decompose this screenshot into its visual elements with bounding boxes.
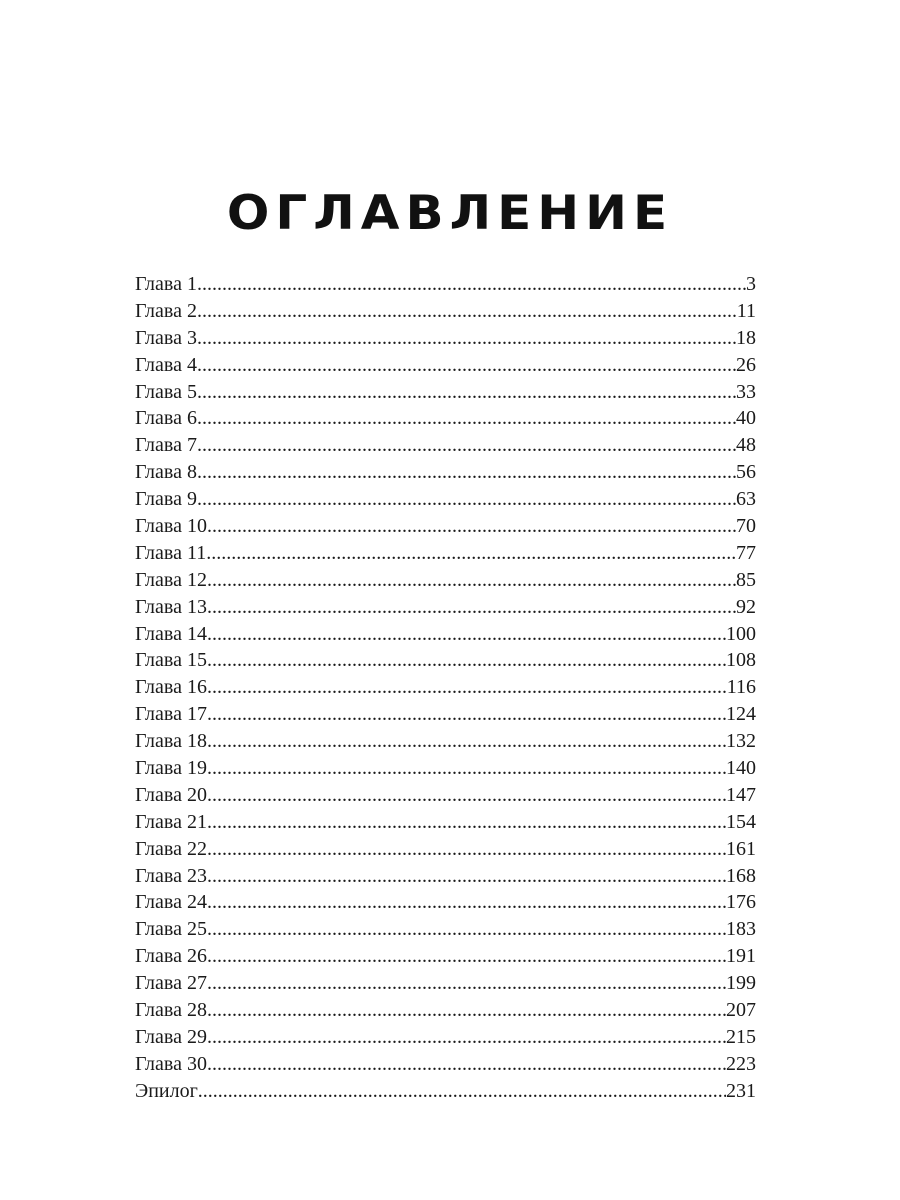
toc-dot-leader xyxy=(197,379,736,406)
toc-entry[interactable] xyxy=(135,836,756,863)
toc-entry-label: Глава 20 xyxy=(135,783,207,806)
toc-dot-leader xyxy=(207,916,726,943)
toc-entry-label: Глава 16 xyxy=(135,676,207,699)
toc-dot-leader xyxy=(207,889,726,916)
toc-entry-page-number: 40 xyxy=(736,407,756,430)
toc-entry-label: Глава 2 xyxy=(135,299,197,322)
toc-entry[interactable] xyxy=(135,432,756,459)
toc-entry-label: Глава 19 xyxy=(135,757,207,780)
toc-entry-label: Глава 30 xyxy=(135,1052,207,1075)
toc-entry[interactable] xyxy=(135,809,756,836)
toc-entry[interactable] xyxy=(135,567,756,594)
toc-entry-label: Глава 13 xyxy=(135,595,207,618)
toc-entry-page-number: 124 xyxy=(726,703,756,726)
toc-entry-label: Глава 14 xyxy=(135,622,207,645)
toc-entry[interactable] xyxy=(135,486,756,513)
toc-entry[interactable] xyxy=(135,943,756,970)
toc-entry[interactable] xyxy=(135,997,756,1024)
toc-entry-label: Глава 8 xyxy=(135,461,197,484)
toc-entry-label: Глава 25 xyxy=(135,918,207,941)
toc-entry-page-number: 132 xyxy=(726,730,756,753)
toc-dot-leader xyxy=(197,271,746,298)
toc-entry-page-number: 176 xyxy=(726,891,756,914)
toc-entry-label: Глава 26 xyxy=(135,945,207,968)
toc-entry-label: Глава 1 xyxy=(135,273,197,295)
toc-entry-page-number: 231 xyxy=(726,1079,756,1102)
toc-entry[interactable] xyxy=(135,889,756,916)
toc-entry[interactable] xyxy=(135,1051,756,1078)
toc-dot-leader xyxy=(197,298,737,325)
toc-entry-page-number: 77 xyxy=(736,541,756,564)
toc-dot-leader xyxy=(207,567,736,594)
toc-dot-leader xyxy=(207,997,726,1024)
toc-dot-leader xyxy=(207,943,726,970)
toc-entry[interactable] xyxy=(135,540,756,567)
toc-entry-page-number: 85 xyxy=(736,568,756,591)
toc-dot-leader xyxy=(207,621,726,648)
toc-entry-label: Глава 18 xyxy=(135,730,207,753)
toc-dot-leader xyxy=(207,1051,726,1078)
toc-dot-leader xyxy=(207,863,726,890)
toc-entry-label: Глава 17 xyxy=(135,703,207,726)
toc-entry-page-number: 147 xyxy=(726,783,756,806)
toc-entry[interactable] xyxy=(135,701,756,728)
toc-entry-page-number: 33 xyxy=(736,380,756,403)
toc-entry-page-number: 92 xyxy=(736,595,756,618)
toc-entry-label: Глава 28 xyxy=(135,999,207,1022)
toc-entry-page-number: 48 xyxy=(736,434,756,457)
toc-dot-leader xyxy=(197,459,736,486)
toc-entry-page-number: 3 xyxy=(746,273,756,295)
toc-entry[interactable] xyxy=(135,513,756,540)
toc-entry-label: Глава 11 xyxy=(135,541,207,564)
toc-dot-leader xyxy=(207,701,726,728)
toc-dot-leader xyxy=(207,647,726,674)
toc-entry-page-number: 154 xyxy=(726,810,756,833)
toc-entry-page-number: 168 xyxy=(726,864,756,887)
toc-entry-page-number: 223 xyxy=(726,1052,756,1075)
toc-entry-label: Глава 23 xyxy=(135,864,207,887)
toc-entry[interactable] xyxy=(135,325,756,352)
toc-entry-page-number: 161 xyxy=(726,837,756,860)
toc-entry-label: Глава 7 xyxy=(135,434,197,457)
toc-entry[interactable] xyxy=(135,1078,756,1105)
toc-entry[interactable] xyxy=(135,970,756,997)
toc-entry-page-number: 199 xyxy=(726,972,756,995)
toc-entry-page-number: 108 xyxy=(726,649,756,672)
toc-entry[interactable] xyxy=(135,271,756,298)
toc-entry[interactable] xyxy=(135,755,756,782)
toc-entry-label: Глава 4 xyxy=(135,353,197,376)
toc-dot-leader xyxy=(207,674,727,701)
toc-entry-page-number: 140 xyxy=(726,757,756,780)
toc-entry[interactable] xyxy=(135,782,756,809)
toc-entry-label: Глава 9 xyxy=(135,488,197,511)
toc-entry[interactable] xyxy=(135,594,756,621)
toc-entry[interactable] xyxy=(135,647,756,674)
toc-entry-page-number: 11 xyxy=(736,299,756,322)
toc-dot-leader xyxy=(207,782,726,809)
toc-entry-label: Эпилог xyxy=(135,1079,198,1102)
toc-entry-label: Глава 21 xyxy=(135,810,207,833)
toc-entry-label: Глава 22 xyxy=(135,837,207,860)
toc-dot-leader xyxy=(207,728,726,755)
toc-entry[interactable] xyxy=(135,352,756,379)
toc-entry-page-number: 183 xyxy=(726,918,756,941)
toc-entry-label: Глава 15 xyxy=(135,649,207,672)
toc-dot-leader xyxy=(197,325,736,352)
toc-dot-leader xyxy=(207,513,736,540)
toc-entry-page-number: 191 xyxy=(726,945,756,968)
toc-entry[interactable] xyxy=(135,674,756,701)
toc-dot-leader xyxy=(207,836,726,863)
toc-dot-leader xyxy=(197,405,736,432)
toc-entry[interactable] xyxy=(135,405,756,432)
toc-dot-leader xyxy=(207,1024,726,1051)
toc-entry[interactable] xyxy=(135,459,756,486)
toc-entry[interactable] xyxy=(135,379,756,406)
toc-dot-leader xyxy=(197,352,736,379)
toc-entry-label: Глава 10 xyxy=(135,515,207,538)
toc-entry[interactable] xyxy=(135,863,756,890)
toc-dot-leader xyxy=(207,970,726,997)
toc-dot-leader xyxy=(207,755,726,782)
toc-entry[interactable] xyxy=(135,298,756,325)
toc-entry-page-number: 18 xyxy=(736,326,756,349)
toc-entry[interactable] xyxy=(135,621,756,648)
toc-entry-page-number: 116 xyxy=(726,676,756,699)
toc-entry-page-number: 215 xyxy=(726,1025,756,1048)
toc-entry-page-number: 56 xyxy=(736,461,756,484)
toc-entry[interactable] xyxy=(135,916,756,943)
table-of-contents xyxy=(135,271,756,1105)
toc-entry-label: Глава 24 xyxy=(135,891,207,914)
toc-entry-label: Глава 6 xyxy=(135,407,197,430)
toc-entry-label: Глава 12 xyxy=(135,568,207,591)
toc-entry-page-number: 207 xyxy=(726,999,756,1022)
page-title: ОГЛАВЛЕНИЕ xyxy=(226,185,674,241)
toc-entry[interactable] xyxy=(135,728,756,755)
toc-entry-label: Глава 29 xyxy=(135,1025,207,1048)
toc-dot-leader xyxy=(198,1078,726,1105)
toc-dot-leader xyxy=(197,432,736,459)
toc-entry-label: Глава 27 xyxy=(135,972,207,995)
toc-entry-page-number: 63 xyxy=(736,488,756,511)
toc-entry[interactable] xyxy=(135,1024,756,1051)
toc-dot-leader xyxy=(206,540,736,567)
toc-entry-page-number: 100 xyxy=(726,622,756,645)
toc-entry-label: Глава 5 xyxy=(135,380,197,403)
toc-dot-leader xyxy=(197,486,736,513)
toc-dot-leader xyxy=(207,809,726,836)
toc-entry-page-number: 26 xyxy=(736,353,756,376)
toc-entry-label: Глава 3 xyxy=(135,326,197,349)
toc-entry-page-number: 70 xyxy=(736,515,756,538)
toc-dot-leader xyxy=(207,594,736,621)
